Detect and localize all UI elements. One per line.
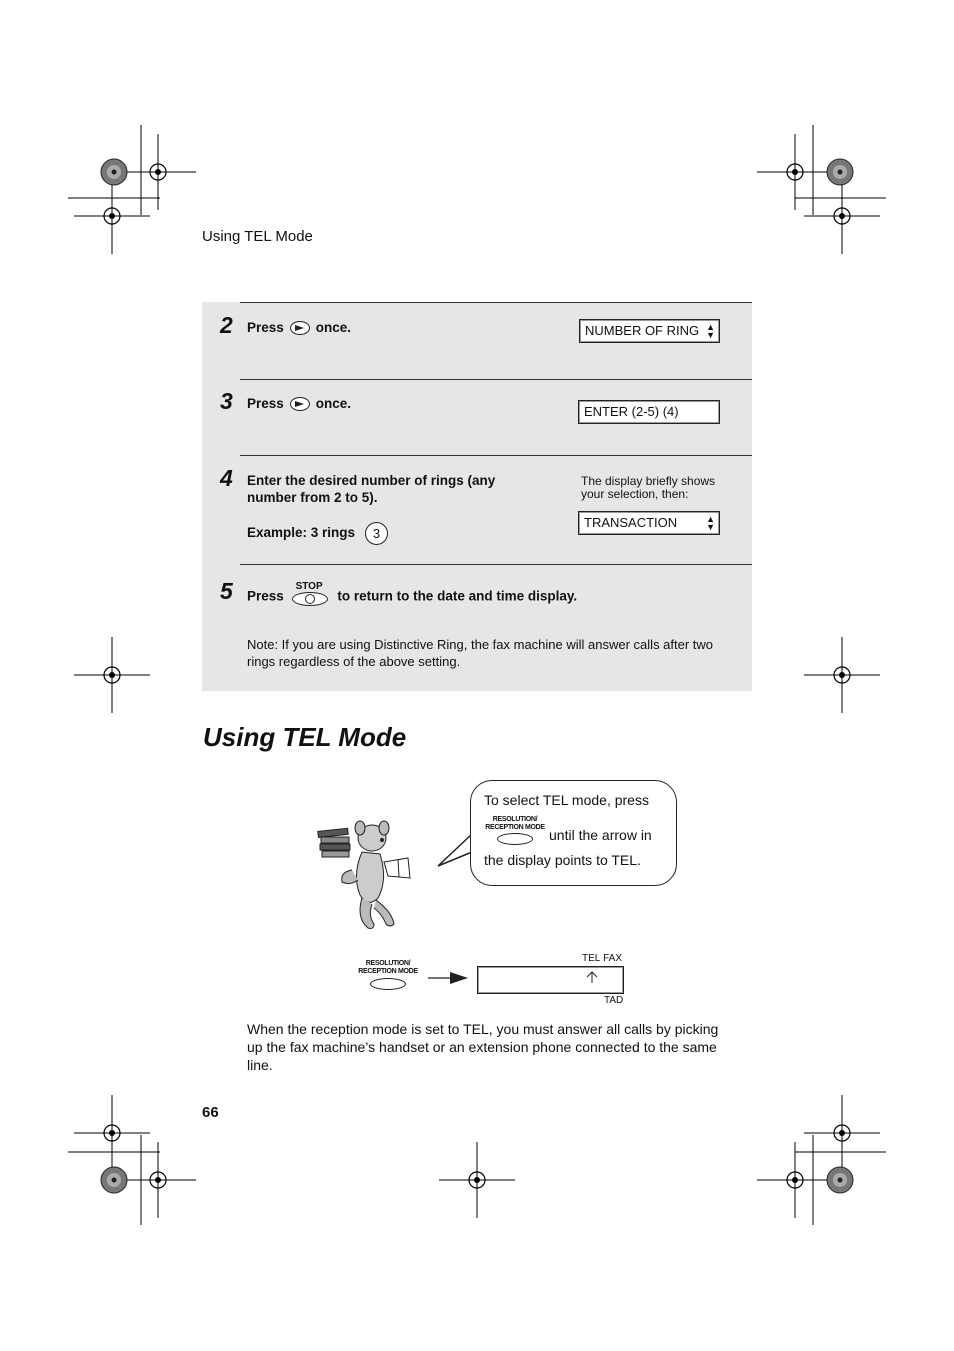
step-after-text: once. [315, 396, 352, 411]
fax-label: FAX [603, 953, 623, 964]
lcd-display [579, 319, 720, 343]
bubble-line: the display points to TEL. [484, 852, 641, 868]
step-instruction [247, 472, 495, 545]
note [247, 636, 742, 670]
page-number: 66 [202, 1104, 219, 1121]
stop-button-icon [292, 581, 330, 608]
lcd-text: TRANSACTION [584, 515, 678, 530]
section-title: Using TEL Mode [203, 722, 407, 752]
press-label: Press [247, 320, 284, 335]
step-number: 4 [220, 465, 233, 491]
button-label: RESOLUTION/ [365, 960, 411, 967]
bubble-line: To select TEL mode, press [484, 792, 649, 808]
press-label: Press [247, 588, 284, 604]
note-line: Note: If you are using Distinctive Ring, the fax machine will answer calls after two [247, 637, 714, 652]
step-divider [240, 302, 752, 303]
instruction-line: Enter the desired number of rings (any [247, 473, 496, 488]
step-number: 3 [220, 388, 233, 414]
side-note [581, 475, 715, 501]
step-number: 2 [220, 312, 233, 338]
right-arrow-button-icon [290, 397, 310, 411]
step-number: 5 [220, 578, 233, 604]
step-after-text: once. [315, 320, 352, 335]
stop-label: STOP [295, 581, 323, 592]
step-divider [240, 455, 752, 456]
up-down-arrow-icon: ▲ ▼ [706, 514, 715, 532]
button-label: RECEPTION MODE [485, 824, 545, 831]
note-line: rings regardless of the above setting. [247, 654, 461, 669]
oval-button-icon [370, 978, 406, 990]
step-divider [240, 564, 752, 565]
running-header: Using TEL Mode [202, 228, 313, 245]
side-note-line: your selection, then: [581, 487, 689, 501]
up-down-arrow-icon: ▲ ▼ [706, 322, 715, 340]
resolution-reception-mode-button [485, 816, 545, 845]
lcd-display [578, 400, 720, 424]
button-label: RESOLUTION/ [492, 816, 538, 823]
lcd-display [578, 511, 720, 535]
mode-labels-top [582, 953, 622, 964]
example-line [247, 522, 495, 545]
right-arrow-button-icon [290, 321, 310, 335]
steps-panel [202, 302, 752, 691]
body-line: line. [247, 1057, 273, 1073]
lcd-display [477, 966, 624, 994]
instruction-line: number from 2 to 5). [247, 490, 378, 505]
body-paragraph [247, 1020, 742, 1074]
press-label: Press [247, 396, 284, 411]
step-instruction [247, 319, 351, 336]
bubble-line: until the arrow in [549, 827, 652, 843]
resolution-reception-mode-button [358, 960, 418, 990]
tad-label: TAD [604, 995, 624, 1006]
button-label: RECEPTION MODE [358, 968, 418, 975]
number-key-icon: 3 [365, 522, 388, 545]
lcd-text: ENTER (2-5) (4) [584, 404, 679, 419]
example-text: Example: 3 rings [247, 525, 356, 541]
right-arrow-icon [428, 968, 470, 988]
body-line: When the reception mode is set to TEL, you must answer all calls by picking [247, 1021, 719, 1037]
lcd-text: NUMBER OF RING [585, 323, 700, 338]
body-line: up the fax machine’s handset or an extension phone connected to the same [247, 1039, 717, 1055]
step-instruction [247, 395, 351, 412]
step-after-text: to return to the date and time display. [337, 588, 578, 604]
step-divider [240, 379, 752, 380]
oval-button-icon [497, 833, 533, 845]
tel-label: TEL [582, 953, 601, 964]
speech-bubble [470, 780, 677, 886]
step-instruction [247, 581, 578, 608]
dog-mascot-illustration [312, 820, 420, 935]
up-arrow-icon [586, 970, 598, 984]
side-note-line: The display briefly shows [581, 474, 716, 488]
